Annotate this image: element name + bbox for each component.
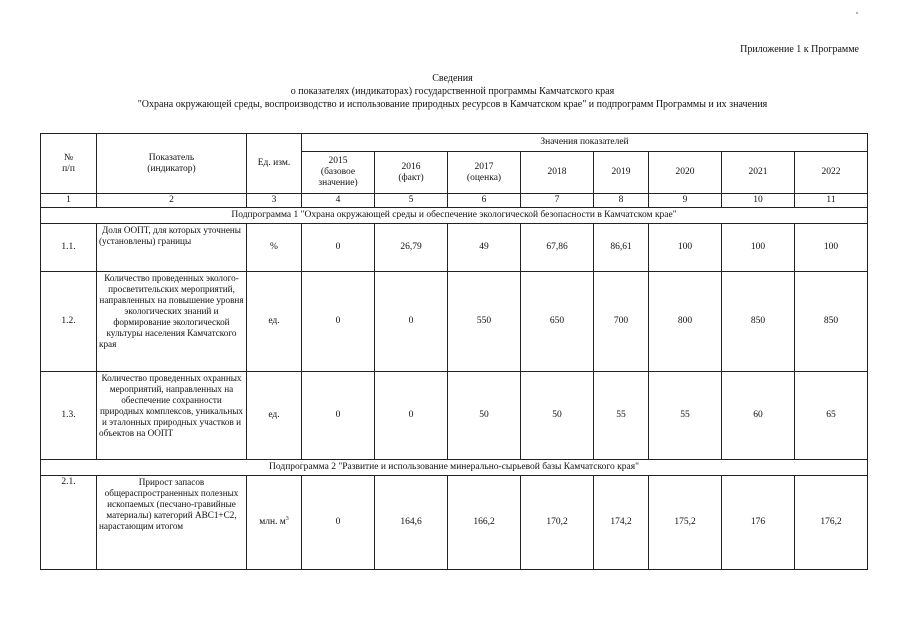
row-value: 176	[722, 476, 795, 570]
column-number: 11	[795, 194, 868, 208]
column-number: 9	[649, 194, 722, 208]
row-num: 1.1.	[41, 224, 97, 272]
subprogram-2-title: Подпрограмма 2 "Развитие и использование минерально-сырьевой базы Камчатского края"	[41, 460, 868, 476]
row-value: 100	[722, 224, 795, 272]
year-2018: 2018	[521, 152, 594, 194]
table-row	[41, 224, 868, 272]
row-value: 0	[375, 272, 448, 372]
year-2016-text: 2016 (факт)	[398, 161, 424, 183]
row-value: 166,2	[448, 476, 521, 570]
row-value: 164,6	[375, 476, 448, 570]
row-value: 26,79	[375, 224, 448, 272]
year-2017-text: 2017 (оценка)	[466, 161, 502, 183]
row-value: 170,2	[521, 476, 594, 570]
row-value: 60	[722, 372, 795, 460]
column-number: 8	[594, 194, 649, 208]
row-indicator: Доля ООПТ, для которых уточнены (установлены) границы	[97, 224, 247, 272]
row-value: 50	[448, 372, 521, 460]
header-indicator-text: Показатель (индикатор)	[147, 152, 196, 174]
row-value: 0	[375, 372, 448, 460]
row-value: 176,2	[795, 476, 868, 570]
row-num: 2.1.	[41, 476, 97, 570]
row-value: 175,2	[649, 476, 722, 570]
header-num-text: № п/п	[62, 152, 75, 174]
row-unit: %	[247, 224, 302, 272]
row-value: 100	[795, 224, 868, 272]
row-indicator: Количество проведенных эколого-просветительских мероприятий, направленных на повышение уровня экологических знаний и формирование экологической культуры населения Камчатского края	[97, 272, 247, 372]
column-numbers-row	[41, 194, 868, 208]
row-value: 65	[795, 372, 868, 460]
row-value: 100	[649, 224, 722, 272]
scan-speck	[856, 12, 858, 14]
title-line-2: о показателях (индикаторах) государственной программы Камчатского края	[290, 86, 615, 97]
row-value: 50	[521, 372, 594, 460]
column-number: 6	[448, 194, 521, 208]
header-num	[41, 134, 97, 194]
row-unit-text: млн. м	[259, 517, 286, 527]
table-row	[41, 476, 868, 570]
title-line-3: "Охрана окружающей среды, воспроизводство и использование природных ресурсов в Камчатском крае" и подпрограмм Программы и их значения	[137, 99, 768, 110]
column-number: 7	[521, 194, 594, 208]
column-number: 3	[247, 194, 302, 208]
header-unit: Ед. изм.	[247, 134, 302, 194]
column-number: 2	[97, 194, 247, 208]
subprogram-1-row	[41, 208, 868, 224]
row-value: 0	[302, 224, 375, 272]
year-2015-text: 2015 (базовое значение)	[318, 156, 358, 188]
year-2022: 2022	[795, 152, 868, 194]
row-value: 55	[649, 372, 722, 460]
row-value: 850	[722, 272, 795, 372]
subprogram-1-title: Подпрограмма 1 "Охрана окружающей среды и обеспечение экологической безопасности в Камчатском крае"	[41, 208, 868, 224]
row-unit: ед.	[247, 372, 302, 460]
year-2015	[302, 152, 375, 194]
row-value: 0	[302, 372, 375, 460]
row-value: 49	[448, 224, 521, 272]
row-value: 67,86	[521, 224, 594, 272]
row-indicator: Прирост запасов общераспространенных полезных ископаемых (песчано-гравийные материалы) категорий АВС1+С2, нарастающим итогом	[97, 476, 247, 570]
year-2017	[448, 152, 521, 194]
row-value: 86,61	[594, 224, 649, 272]
row-value: 55	[594, 372, 649, 460]
row-value: 174,2	[594, 476, 649, 570]
title-line-1: Сведения	[432, 73, 473, 84]
column-number: 1	[41, 194, 97, 208]
column-number: 4	[302, 194, 375, 208]
row-unit: ед.	[247, 272, 302, 372]
header-values: Значения показателей	[302, 134, 868, 152]
year-2021: 2021	[722, 152, 795, 194]
row-unit-superscript: 3	[285, 515, 289, 522]
row-num: 1.2.	[41, 272, 97, 372]
row-num: 1.3.	[41, 372, 97, 460]
row-value: 850	[795, 272, 868, 372]
column-number: 10	[722, 194, 795, 208]
row-value: 550	[448, 272, 521, 372]
row-value: 700	[594, 272, 649, 372]
row-unit	[247, 476, 302, 570]
row-value: 0	[302, 476, 375, 570]
appendix-label: Приложение 1 к Программе	[740, 44, 859, 55]
row-indicator: Количество проведенных охранных мероприятий, направленных на обеспечение сохранности природных комплексов, уникальных и эталонных природных участков и объектов на ООПТ	[97, 372, 247, 460]
year-2020: 2020	[649, 152, 722, 194]
table-row	[41, 372, 868, 460]
header-row-1	[41, 134, 868, 152]
row-value: 650	[521, 272, 594, 372]
table-row	[41, 272, 868, 372]
column-number: 5	[375, 194, 448, 208]
year-2019: 2019	[594, 152, 649, 194]
row-value: 0	[302, 272, 375, 372]
year-2016	[375, 152, 448, 194]
subprogram-2-row	[41, 460, 868, 476]
indicators-table	[40, 133, 868, 570]
row-value: 800	[649, 272, 722, 372]
header-indicator	[97, 134, 247, 194]
